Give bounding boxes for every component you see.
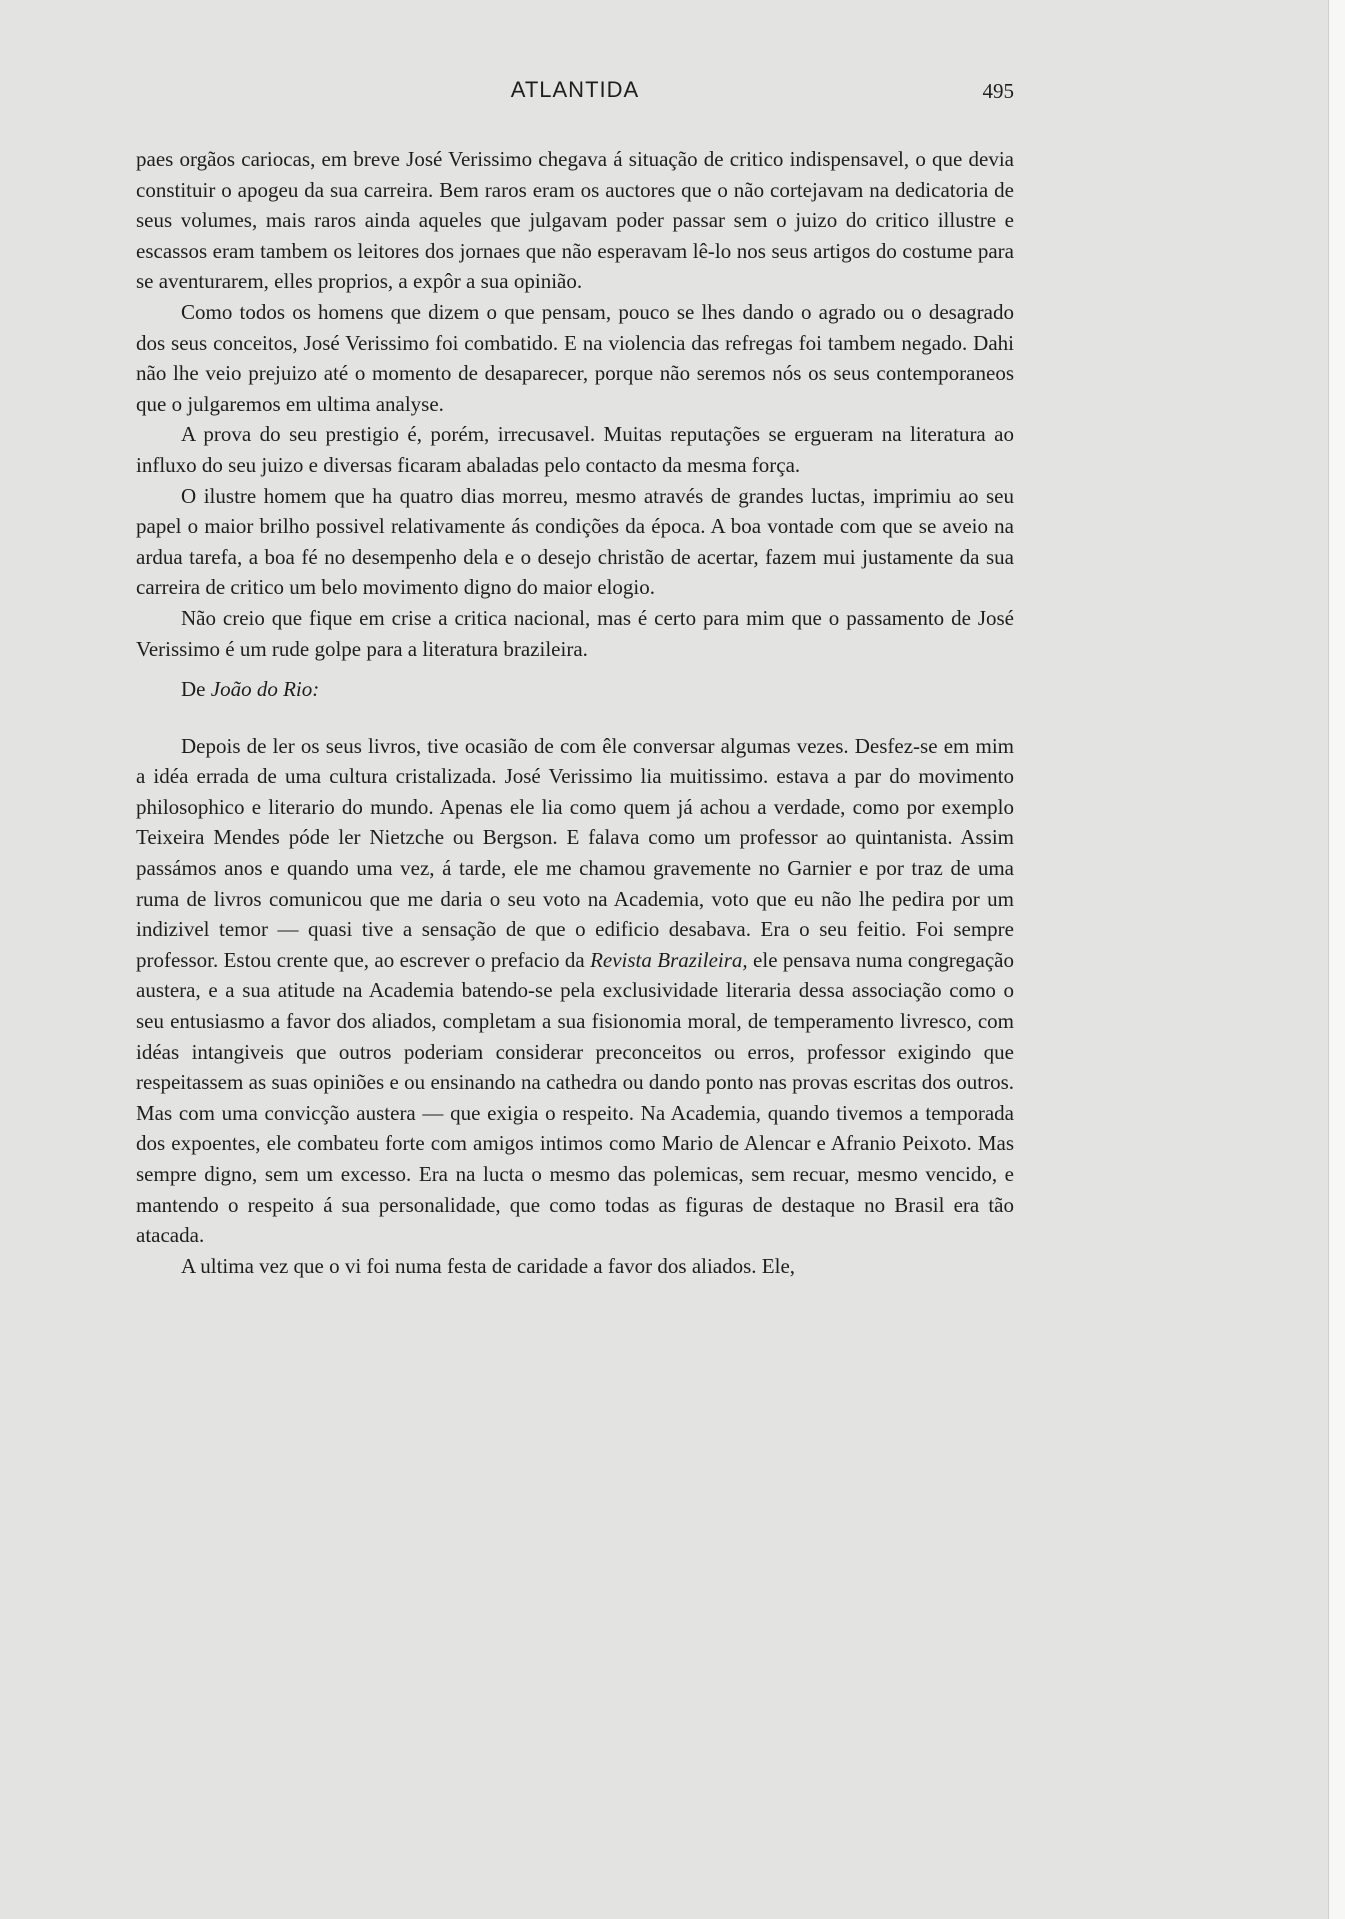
attribution-prefix: De [181, 677, 206, 702]
paragraph: Não creio que fique em crise a critica nacional, mas é certo para mim que o passamento de José Verissimo é um rude golpe para a literatura brazileira. [136, 605, 1014, 661]
article-body [136, 144, 1014, 1281]
paragraph: paes orgãos cariocas, em breve José Verissimo chegava á situação de critico indispensavel, o que devia constituir o apogeu da sua carreira. Bem raros eram os auctores que o não cortejavam na dedicatoria de seus volumes, mais raros ainda aqueles que julgavam poder passar sem o juizo do critico illustre e escassos eram tambem os leitores dos jornaes que não esperavam lê-lo nos seus artigos do costume para se aventurarem, elles proprios, a expôr a sua opinião. [136, 147, 1014, 294]
quote-text: ele pensava numa congregação austera, e a sua atitude na Academia batendo-se pela exclusividade literaria dessa associação como o seu entusiasmo a favor dos aliados, completam a sua fisionomia moral, de temperamento livresco, com idéas intangiveis que outros poderiam considerar preconceitos ou erros, professor exigindo que respeitassem as suas opiniões e ou ensinando na cathedra ou dando ponto nas provas escritas dos outros. Mas com uma convicção austera — que exigia o respeito. Na Academia, quando tivemos a temporada dos expoentes, ele combateu forte com amigos intimos como Mario de Alencar e Afranio Peixoto. Mas sempre digno, sem um excesso. Era na lucta o mesmo das polemicas, sem recuar, mesmo vencido, e mantendo o respeito á sua personalidade, que como todas as figuras de destaque no Brasil era tão atacada. [136, 947, 1014, 1248]
page-edge [1328, 0, 1345, 1919]
quote-paragraph [136, 731, 1014, 1251]
quote-paragraph: A ultima vez que o vi foi numa festa de caridade a favor dos aliados. Ele, [181, 1253, 796, 1278]
page-header [136, 73, 1014, 109]
quote-attribution [136, 674, 1014, 705]
paragraph: Como todos os homens que dizem o que pensam, pouco se lhes dando o agrado ou o desagrado dos seus conceitos, José Verissimo foi combatido. E na violencia das refregas foi tambem negado. Dahi não lhe veio prejuizo até o momento de desaparecer, porque não seremos nós os seus contemporaneos que o julgaremos em ultima analyse. [136, 299, 1014, 416]
paragraph: A prova do seu prestigio é, porém, irrecusavel. Muitas reputações se ergueram na literatura ao influxo do seu juizo e diversas ficaram abaladas pelo contacto da mesma força. [136, 422, 1014, 477]
quote-text: Depois de ler os seus livros, tive ocasião de com êle conversar algumas vezes. Desfez-se em mim a idéa errada de uma cultura cristalizada. José Verissimo lia muitissimo. estava a par do movimento philosophico e literario do mundo. Apenas ele lia como quem já achou a verdade, como por exemplo Teixeira Mendes póde ler Nietzche ou Bergson. E falava como um professor ao quintanista. Assim passámos anos e quando uma vez, á tarde, ele me chamou gravemente no Garnier e por traz de uma ruma de livros comunicou que me daria o seu voto na Academia, voto que eu não lhe pedira por um indizivel temor — quasi tive a sensação de que o edificio desabava. Era o seu feitio. Foi sempre professor. Estou crente que, ao escrever o prefacio da [136, 733, 1014, 972]
paragraph: O ilustre homem que ha quatro dias morreu, mesmo através de grandes luctas, imprimiu ao seu papel o maior brilho possivel relativamente ás condições da época. A boa vontade com que se aveio na ardua tarefa, a boa fé no desempenho dela e o desejo christão de acertar, fazem mui justamente da sua carreira de critico um belo movimento digno do maior elogio. [136, 483, 1014, 600]
running-title: ATLANTIDA [510, 77, 640, 102]
journal-title: Revista Brazileira, [590, 947, 748, 972]
page-number: 495 [982, 79, 1014, 103]
attribution-author: João do Rio: [210, 677, 320, 702]
